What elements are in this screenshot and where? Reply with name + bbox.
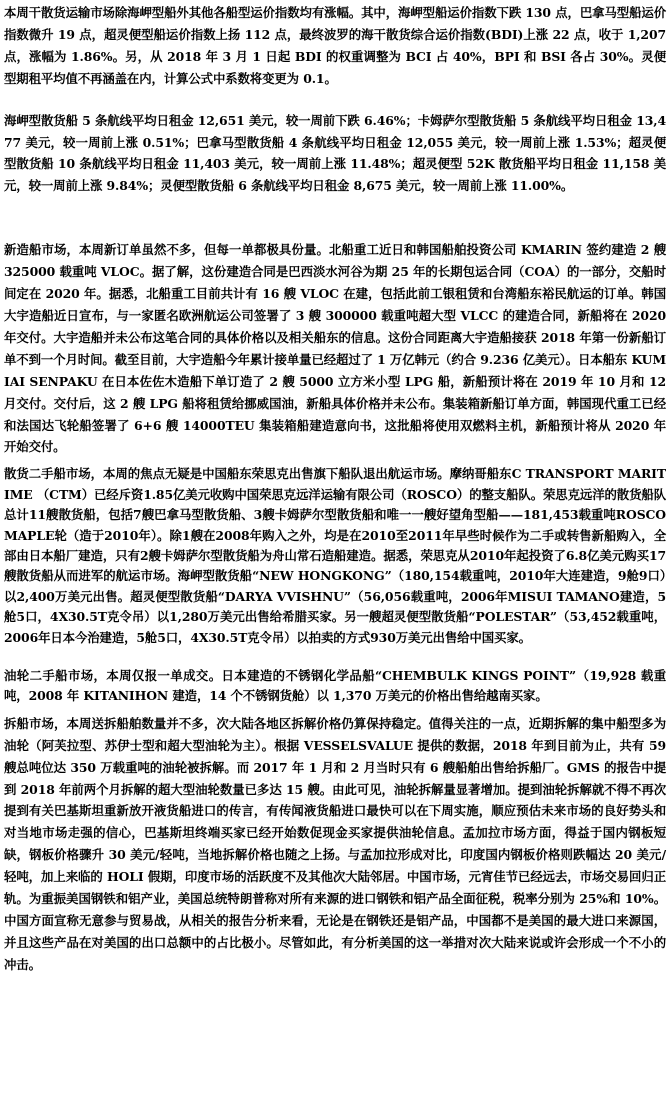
newbuilding-market-paragraph: 新造船市场，本周新订单虽然不多，但每一单都极具份量。北船重工近日和韩国船舶投资公司 KMARIN 签约建造 2 艘 325000 载重吨 VLOC。据了解，这份建造合同是巴西淡水河谷为期 25 年的长期包运合同（COA）的一部分，交船时间定在 2020 年。据悉，北船重工目前共计有 16 艘 VLOC 在建，包括此前工银租赁和台湾船东裕民航运的订单。韩国大宇造船近日宣布，与一家匿名欧洲航运公司签署了 3 艘 300000 载重吨超大型 VLCC 的建造合同，新船将在 2020 年交付。大宇造船并未公布这笔合同的具体价格以及相关船东的信息。这份合同距离大宇造船接获 2018 年第一份新船订单不到一个月时间。截至目前，大宇造船今年累计接单量已经超过了 1 万亿韩元（约合 9.236 亿美元）。日本船东 KUMIAI SENPAKU 在日本佐佐木造船下单订造了 2 艘 5000 立方米小型 LPG 船，新船预计将在 2019 年 10 月和 12 月交付。交付后，这 2 艘 LPG 船将租赁给挪威国油，新船具体价格并未公布。集装箱新船订单方面，韩国现代重工已经和法国达飞轮船签署了 6+6 艘 14000TEU 集装箱船建造意向书，这批船将使用双燃料主机，新船预计将从 2020 年开始交付。 bbox=[4, 242, 666, 455]
charter-rates-paragraph: 海岬型散货船 5 条航线平均日租金 12,651 美元，较一周前下跌 6.46%；卡姆萨尔型散货船 5 条航线平均日租金 13,477 美元，较一周前上涨 0.51%；巴拿马型散货船 4 条航线平均日租金 12,055 美元，较一周前上涨 1.53%；超灵便型散货船 10 条航线平均日租金 11,403 美元，较一周前上涨 11.48%；超灵便型 52K 散货船平均日租金 11,158 美元，较一周前上涨 9.84%；灵便型散货船 6 条航线平均日租金 8,675 美元，较一周前上涨 11.00%。 bbox=[4, 112, 666, 194]
tanker-secondhand-paragraph: 油轮二手船市场，本周仅报一单成交。日本建造的不锈钢化学品船“CHEMBULK KINGS POINT”（19,928 载重吨，2008 年 KITANIHON 建造，14 个不锈钢货舱）以 1,370 万美元的价格出售给越南买家。 bbox=[4, 667, 666, 704]
dry-bulk-index-paragraph: 本周干散货运输市场除海岬型船外其他各船型运价指数均有涨幅。其中，海岬型船运价指数下跌 130 点，巴拿马型船运价指数微升 19 点，超灵便型船运价指数上扬 112 点，最终波罗的海干散货综合运价指数(BDI)上涨 22 点，收于 1,207 点，涨幅为 1.86%。另，从 2018 年 3 月 1 日起 BDI 的权重调整为 BCI 占 40%，BPI 和 BSI 各占 30%。灵便型期租平均值不再涵盖在内，计算公式中系数将变更为 0.1。 bbox=[4, 5, 666, 86]
demolition-market-paragraph: 拆船市场，本周送拆船舶数量并不多，次大陆各地区拆解价格仍算保持稳定。值得关注的一点，近期拆解的集中船型多为油轮（阿芙拉型、苏伊士型和超大型油轮为主）。根据 VESSELSVALUE 提供的数据，2018 年到目前为止，共有 59 艘总吨位达 350 万载重吨的油轮被拆解。而 2017 年 1 月和 2 月当时只有 6 艘船舶出售给拆船厂。GMS 的报告中提到 2018 年前两个月拆解的超大型油轮数量已多达 15 艘。由此可见，油轮拆解量显著增加。提到油轮拆解就不得不再次提到有关巴基斯坦重新放开液货船进口的传言，有传闻液货船进口最快可以在下周实施，顺应预估未来市场的良好势头和对当地市场走强的信心，巴基斯坦终端买家已经开始数促现金买家提供油轮信息。孟加拉市场方面，得益于国内钢板短缺，钢板价格骤升 30 美元/轻吨，当地拆解价格也随之上扬。与孟加拉形成对比，印度国内钢板价格则跌幅达 20 美元/轻吨，加上来临的 HOLI 假期，印度市场的活跃度不及其他次大陆邻居。中国市场，元宵佳节已经远去，市场交易回归正轨。为重振美国钢铁和铝产业，美国总统特朗普称对所有来源的进口钢铁和铝产品全面征税，税率分别为 25%和 10%。中国方面宣称无意参与贸易战，从相关的报告分析来看，无论是在钢铁还是铝产品，中国都不是美国的最大进口来源国，并且这些产品在对美国的出口总额中的占比极小。尽管如此，有分析美国的这一举措对次大陆来说或许会形成一个不小的冲击。 bbox=[4, 715, 666, 972]
spacer bbox=[4, 90, 666, 110]
bulk-secondhand-paragraph: 散货二手船市场，本周的焦点无疑是中国船东荣思克出售旗下船队退出航运市场。摩纳哥船东C TRANSPORT MARITIME （CTM）已经斥资1.85亿美元收购中国荣思克远洋运输有限公司（ROSCO）的整支船队。荣思克远洋的散货船队总计11艘散货船，包括7艘巴拿马型散货船、3艘卡姆萨尔型散货船和唯一一艘好望角型船——181,453载重吨ROSCO MAPLE轮（造于2010年）。除1艘在2008年购入之外，均是在2010至2011年早些时候作为二手或转售新船购入，全部由日本船厂建造，只有2艘卡姆萨尔型散货船为舟山常石造船建造。据悉，荣思克从2010年起投资了6.8亿美元购买17艘散货船从而进军的航运市场。海岬型散货船“NEW HONGKONG”（180,154载重吨，2010年大连建造，9舱9口）以2,400万美元出售。超灵便型散货船“DARYA VVISHNU”（56,056载重吨，2006年MISUI TAMANO建造，5舱5口，4X30.5T克令吊）以1,280万美元出售给希腊买家。另一艘超灵便型散货船“POLESTAR”（53,452载重吨，2006年日本今治建造，5舱5口，4X30.5T克令吊）以拍卖的方式930万美元出售给中国买家。 bbox=[4, 466, 666, 645]
spacer bbox=[4, 197, 666, 239]
spacer bbox=[4, 648, 666, 666]
